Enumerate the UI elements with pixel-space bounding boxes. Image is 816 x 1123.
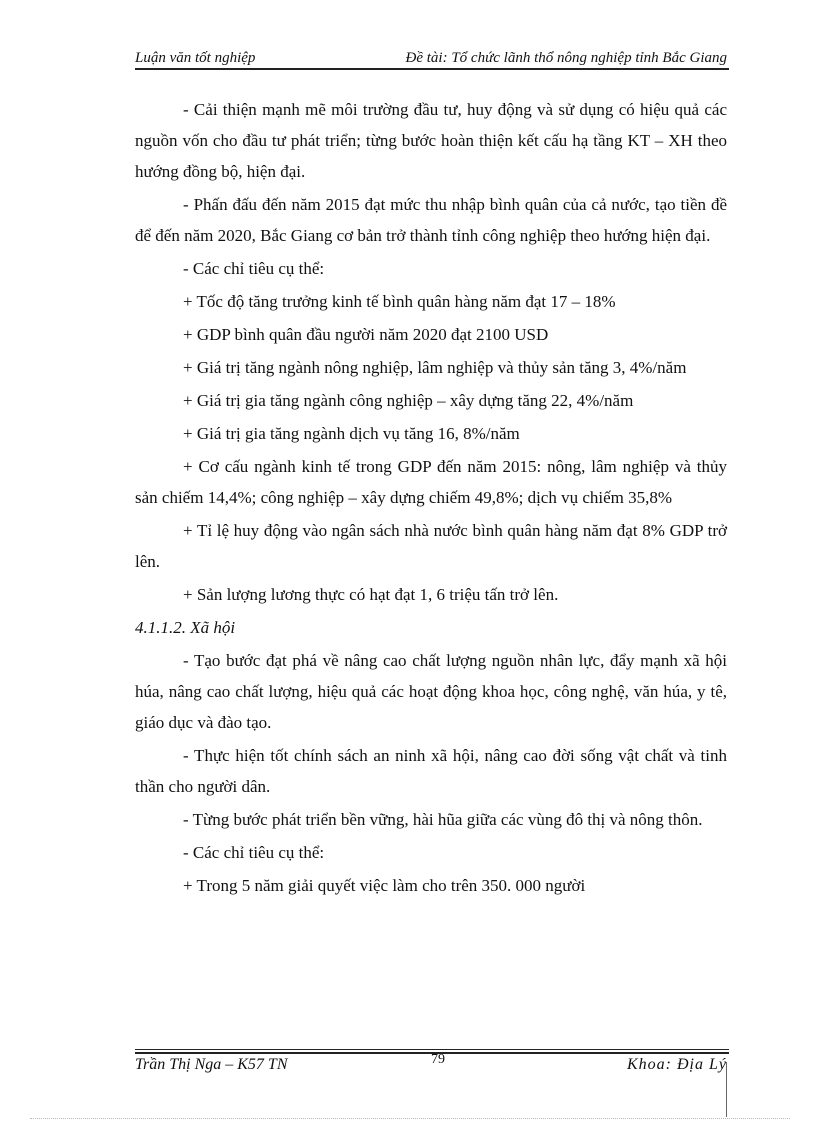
paragraph-agriculture-growth: + Giá trị tăng ngành nông nghiệp, lâm nghiệp và thủy sản tăng 3, 4%/năm — [183, 358, 687, 377]
paragraph-gdp-per-capita: + GDP bình quân đầu người năm 2020 đạt 2100 USD — [183, 325, 549, 344]
paragraph-social-security: - Thực hiện tốt chính sách an ninh xã hội, nâng cao đời sống vật chất và tinh thần cho người dân. — [135, 746, 727, 796]
paragraph-food-output: + Sản lượng lương thực có hạt đạt 1, 6 triệu tấn trở lên. — [183, 585, 559, 604]
paragraph-indicators-intro: - Các chỉ tiêu cụ thể: — [183, 259, 325, 278]
paragraph-income-target: - Phấn đấu đến năm 2015 đạt mức thu nhập bình quân của cả nước, tạo tiền đề để đến năm 2020, Bắc Giang cơ bản trở thành tỉnh công nghiệp theo hướng hiện đại. — [135, 195, 727, 245]
paragraph-services-growth: + Giá trị gia tăng ngành dịch vụ tăng 16, 8%/năm — [183, 424, 520, 443]
paragraph-employment: + Trong 5 năm giải quyết việc làm cho trên 350. 000 người — [183, 876, 586, 895]
paragraph-growth-rate: + Tốc độ tăng trưởng kinh tế bình quân hàng năm đạt 17 – 18% — [183, 292, 616, 311]
paragraph-investment: - Cải thiện mạnh mẽ môi trường đầu tư, huy động và sử dụng có hiệu quả các nguồn vốn cho đầu tư phát triển; từng bước hoàn thiện kết cấu hạ tầng KT – XH theo hướng đồng bộ, hiện đại. — [135, 100, 727, 181]
page-bottom-border — [30, 1118, 790, 1119]
page-header — [135, 46, 727, 70]
header-topic-title: Đề tài: Tổ chức lãnh thổ nông nghiệp tỉnh Bắc Giang — [405, 50, 727, 66]
header-thesis-label: Luận văn tốt nghiệp — [135, 50, 256, 66]
footer-author: Trần Thị Nga – K57 TN — [135, 1056, 288, 1073]
paragraph-budget: + Tỉ lệ huy động vào ngân sách nhà nước bình quân hàng năm đạt 8% GDP trở lên. — [135, 521, 727, 571]
footer-vertical-rule — [726, 1062, 727, 1117]
page-number: 79 — [431, 1052, 445, 1067]
section-heading-social: 4.1.1.2. Xã hội — [135, 618, 236, 637]
paragraph-industry-growth: + Giá trị gia tăng ngành công nghiệp – xây dựng tăng 22, 4%/năm — [183, 391, 634, 410]
paragraph-social-indicators-intro: - Các chỉ tiêu cụ thể: — [183, 843, 325, 862]
paragraph-sustainable-development: - Từng bước phát triển bền vững, hài hũa giữa các vùng đô thị và nông thôn. — [183, 810, 703, 829]
paragraph-human-resources: - Tạo bước đạt phá về nâng cao chất lượng nguồn nhân lực, đẩy mạnh xã hội húa, nâng cao chất lượng, hiệu quả các hoạt động khoa học, công nghệ, văn húa, y tê, giáo dục và đào tạo. — [135, 651, 727, 732]
header-divider — [135, 68, 729, 70]
page-footer — [135, 1054, 727, 1080]
footer-faculty: Khoa: Địa Lý — [627, 1056, 727, 1073]
footer-divider-thin — [135, 1049, 729, 1050]
paragraph-economic-structure: + Cơ cấu ngành kinh tế trong GDP đến năm 2015: nông, lâm nghiệp và thủy sản chiếm 14,4%; công nghiệp – xây dựng chiếm 49,8%; dịch vụ chiếm 35,8% — [135, 457, 727, 507]
page-body — [135, 94, 727, 903]
